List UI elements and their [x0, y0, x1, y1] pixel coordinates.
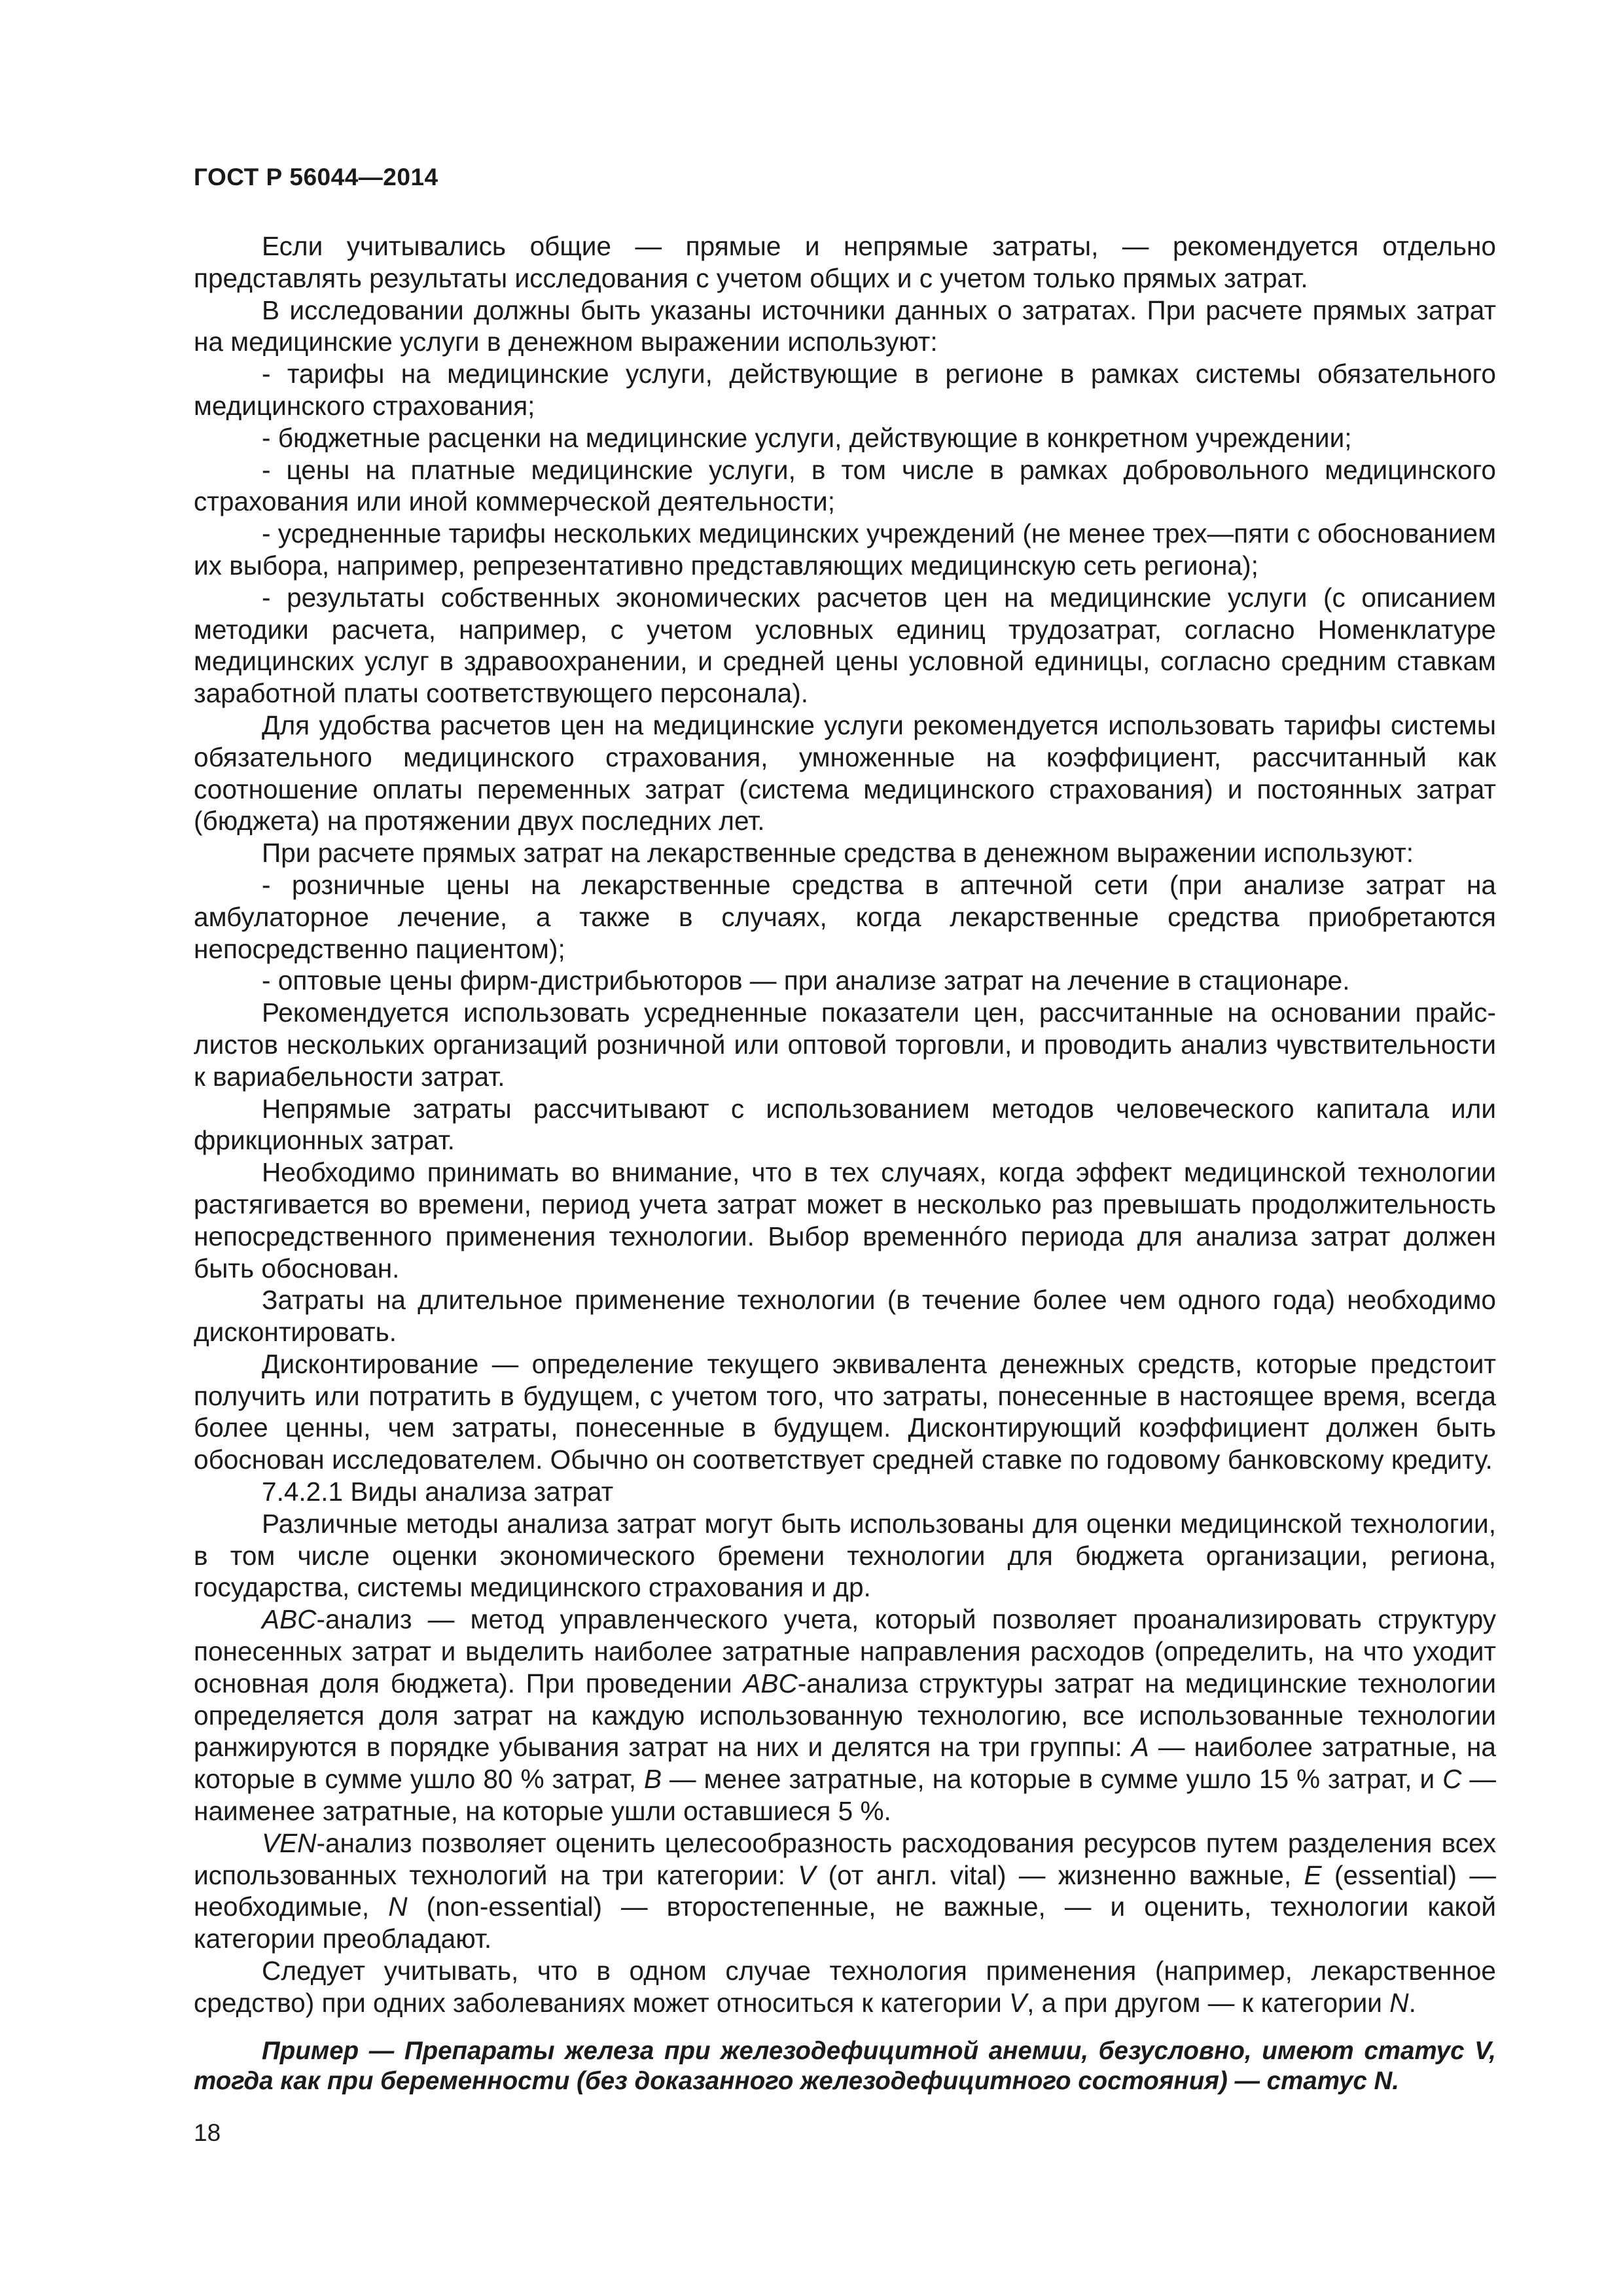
paragraph: Затраты на длительное применение технологии (в течение более чем одного года) необходимо дисконтировать. [194, 1285, 1496, 1348]
paragraph: Непрямые затраты рассчитывают с использованием методов человеческого капитала или фрикционных затрат. [194, 1093, 1496, 1156]
paragraph: В исследовании должны быть указаны источники данных о затратах. При расчете прямых затрат на медицинские услуги в денежном выражении используют: [194, 295, 1496, 357]
list-item: - бюджетные расценки на медицинские услуги, действующие в конкретном учреждении; [262, 422, 1352, 453]
paragraph: При расчете прямых затрат на лекарственные средства в денежном выражении используют: [262, 838, 1414, 869]
ven-paragraph: VEN-анализ позволяет оценить целесообразность расходования ресурсов путем разделения всех использованных технологий на три категории: V (от англ. vital) — жизненно важные, E (essential) — необходимые, N (non-essential) — второстепенные, не важные, — и оценить, технологии какой категории преобладают. [194, 1827, 1496, 1954]
list-item: - усредненные тарифы нескольких медицинских учреждений (не менее трех—пяти с обоснованием их выбора, например, репрезентативно представляющих медицинскую сеть региона); [194, 518, 1496, 581]
list-item: - результаты собственных экономических расчетов цен на медицинские услуги (с описанием методики расчета, например, с учетом условных единиц трудозатрат, согласно Номенклатуре медицинских услуг в здравоохранении, и средней цены условной единицы, согласно средним ставкам заработной платы соответствующего персонала). [194, 582, 1496, 709]
paragraph: Дисконтирование — определение текущего эквивалента денежных средств, которые предстоит получить или потратить в будущем, с учетом того, что затраты, понесенные в настоящее время, всегда более ценны, чем затраты, понесенные в будущем. Дисконтирующий коэффициент должен быть обоснован исследователем. Обычно он соответствует средней ставке по годовому банковскому кредиту. [194, 1348, 1496, 1475]
paragraph: Если учитывались общие — прямые и непрямые затраты, — рекомендуется отдельно представлять результаты исследования с учетом общих и с учетом только прямых затрат. [194, 231, 1496, 293]
list-item: - цены на платные медицинские услуги, в том числе в рамках добровольного медицинского страхования или иной коммерческой деятельности; [194, 454, 1496, 517]
list-item: - тарифы на медицинские услуги, действующие в регионе в рамках системы обязательного медицинского страхования; [194, 359, 1496, 421]
body-text [194, 230, 1496, 2096]
paragraph: Различные методы анализа затрат могут быть использованы для оценки медицинской технологии, в том числе оценки экономического бремени технологии для бюджета организации, региона, государства, системы медицинского страхования и др. [194, 1508, 1496, 1603]
abc-paragraph: ABC-анализ — метод управленческого учета, который позволяет проанализировать структуру понесенных затрат и выделить наиболее затратные направления расходов (определить, на что уходит основная доля бюджета). При проведении ABC-анализа структуры затрат на медицинские технологии определяется доля затрат на каждую использованную технологию, все использованные технологии ранжируются в порядке убывания затрат на них и делятся на три группы: A — наиболее затратные, на которые в сумме ушло 80 % затрат, B — менее затратные, на которые в сумме ушло 15 % затрат, и C — наименее затратные, на которые ушли оставшиеся 5 %. [194, 1604, 1497, 1827]
list-item: - оптовые цены фирм-дистрибьюторов — при анализе затрат на лечение в стационаре. [262, 965, 1350, 996]
paragraph: Рекомендуется использовать усредненные показатели цен, рассчитанные на основании прайс-листов нескольких организаций розничной или оптовой торговли, и проводить анализ чувствительности к вариабельности затрат. [194, 997, 1496, 1092]
example-note: Пример — Препараты железа при железодефицитной анемии, безусловно, имеют статус V, тогда как при беременности (без доказанного железодефицитного состояния) — статус N. [194, 2036, 1496, 2095]
paragraph: Необходимо принимать во внимание, что в тех случаях, когда эффект медицинской технологии растягивается во времени, период учета затрат может в несколько раз превышать продолжительность непосредственного применения технологии. Выбор временнóго периода для анализа затрат должен быть обоснован. [194, 1157, 1496, 1283]
paragraph: Для удобства расчетов цен на медицинские услуги рекомендуется использовать тарифы системы обязательного медицинского страхования, умноженные на коэффициент, рассчитанный как соотношение оплаты переменных затрат (система медицинского страхования) и постоянных затрат (бюджета) на протяжении двух последних лет. [194, 709, 1496, 836]
list-item: - розничные цены на лекарственные средства в аптечной сети (при анализе затрат на амбулаторное лечение, а также в случаях, когда лекарственные средства приобретаются непосредственно пациентом); [194, 869, 1496, 964]
document-header: ГОСТ Р 56044—2014 [194, 164, 438, 190]
note-paragraph: Следует учитывать, что в одном случае технология применения (например, лекарственное средство) при одних заболеваниях может относиться к категории V, а при другом — к категории N. [194, 1956, 1496, 2018]
page-number: 18 [194, 2119, 221, 2146]
section-heading: 7.4.2.1 Виды анализа затрат [262, 1477, 614, 1507]
